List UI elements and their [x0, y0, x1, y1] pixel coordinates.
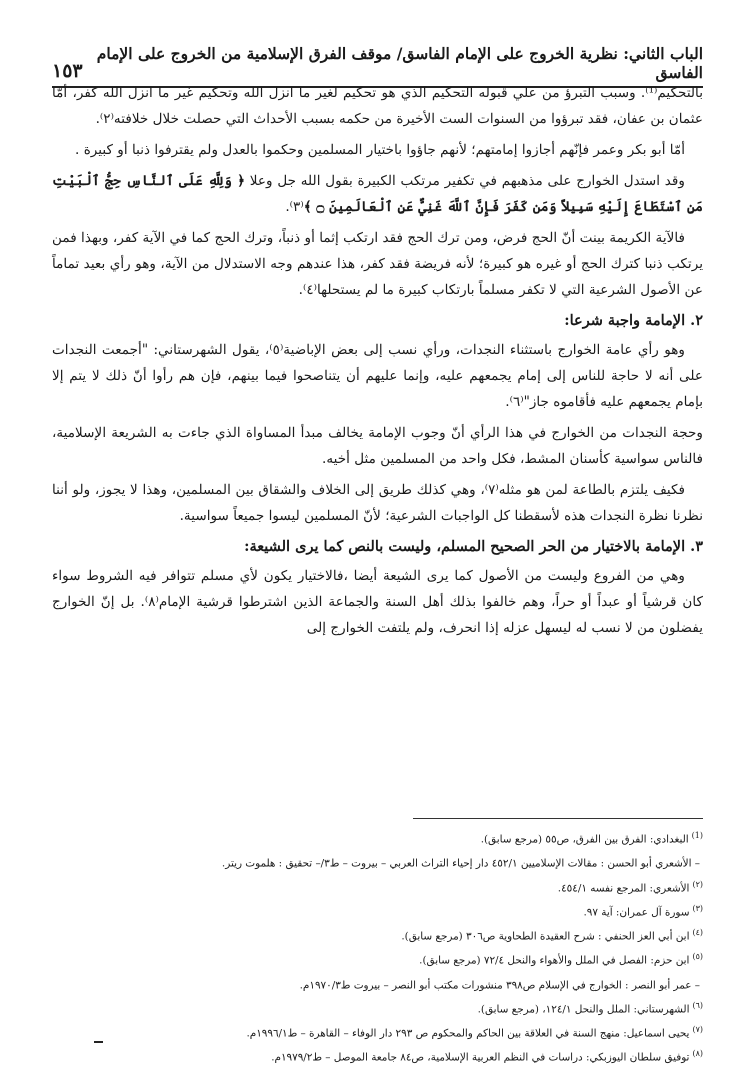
paragraph: وحجة النجدات من الخوارج في هذا الرأي أنّ وجوب الإمامة يخالف مبدأ المساواة الذي جاءت به الشريعة الإسلامية، فالناس سواسية كأسنان المشط، فكل واحد من المسلمين مثل أخيه. [52, 425, 703, 467]
footnote-text: – عمر أبو النصر : الخوارج في الإسلام ص٣٩٨ منشورات مكتب أبو النصر – بيروت ط١٩٧٠/٣م. [299, 979, 700, 992]
footnote [52, 972, 703, 996]
main-text [52, 80, 703, 646]
footnote-number: (٢) [692, 879, 703, 889]
footnote-text: يحيى اسماعيل: منهج السنة في العلاقة بين الحاكم والمحكوم ص ٢٩٣ دار الوفاء – القاهرة – ط١٩٩٦/١م. [246, 1027, 690, 1040]
footnote-text: سورة آل عمران: آية ٩٧. [583, 906, 690, 919]
footnote [52, 899, 703, 923]
margin-dash [94, 1041, 103, 1043]
paragraph: بالتحكيم⁽¹⁾. وسبب التبرؤ من علي قبوله التحكيم الذي هو تحكيم لغير ما انزل الله وتحكيم غير ما انزل الله كفر، أمّا عثمان بن عفان، فقد تبرؤوا من السنوات الست الأخيرة من حكمه بسبب الأحداث التي حصلت خلال خلافته⁽٢⁾. [52, 85, 703, 127]
footnotes [52, 826, 703, 1069]
paragraph: وهو رأي عامة الخوارج باستثناء النجدات، ورأي نسب إلى بعض الإباضية⁽٥⁾، يقول الشهرستاني: "أجمعت النجدات على أنه لا حاجة للناس إلى إمام يجمعهم عليه، وإنما عليهم أن يتناصحوا فيما بينهم، فإن هم رأوا أنّ ذلك لا يتم إلا بإمام يجمعهم عليه فأقاموه جاز"⁽٦⁾. [52, 342, 703, 410]
footnote-divider [413, 818, 703, 819]
section-heading: ٣. الإمامة بالاختيار من الحر الصحيح المسلم، وليست بالنص كما يرى الشيعة: [244, 538, 703, 555]
footnote-ref: ⁽٣⁾. [285, 199, 304, 215]
footnote [52, 923, 703, 947]
footnote [52, 1044, 703, 1068]
paragraph: فالآية الكريمة بينت أنّ الحج فرض، ومن ترك الحج فقد ارتكب إثما أو ذنباً، وترك الحج كما في الآية كفر، وبهذا فمن يرتكب ذنبا كترك الحج أو غيره هو كبيرة؛ لأنه فريضة فقد كفر، هذا عندهم وجه الاستدلال من الآية، وهو رأي بعيد تماماً عن الأصول الشرعية التي لا تكفر مسلماً بارتكاب كبيرة ما لم يستحلها⁽٤⁾. [52, 230, 703, 298]
footnote-text: ابن حزم: الفصل في الملل والأهواء والنحل ٧٢/٤ (مرجع سابق). [419, 954, 690, 967]
page-number: ١٥٣ [52, 60, 83, 82]
paragraph-with-verse [52, 168, 703, 220]
footnote-number: (٨) [692, 1049, 703, 1059]
footnote-text: البغدادي: الفرق بين الفرق، ص٥٥ (مرجع سابق). [480, 833, 689, 846]
footnote-number: (٥) [692, 952, 703, 962]
footnote-text: ابن أبي العز الحنفي : شرح العقيدة الطحاوية ص٣٠٦ (مرجع سابق). [401, 930, 690, 943]
footnote-number: (٦) [692, 1000, 703, 1010]
footnote-number: (٤) [692, 928, 703, 938]
footnote-text: الأشعري: المرجع نفسه ٤٥٤/١. [557, 882, 690, 894]
paragraph: فكيف يلتزم بالطاعة لمن هو مثله⁽٧⁾، وهي كذلك طريق إلى الخلاف والشقاق بين المسلمين، وهذا لا يجوز، ولو أننا نظرنا نظرة النجدات هذه لأسقطنا كل الواجبات الشرعية؛ لأنّ المسلمين ليسوا جميعاً سواسية. [52, 482, 703, 524]
footnote [52, 826, 703, 850]
footnote-text: – الأشعري أبو الحسن : مقالات الإسلاميين ٤٥٢/١ دار إحياء التراث العربي – بيروت – ط٣/– تحقيق : هلموت ريتر. [221, 857, 700, 870]
footnote-text: توفيق سلطان اليوزبكي: دراسات في النظم العربية الإسلامية، ص٨٤ جامعة الموصل – ط١٩٧٩/٢م. [271, 1051, 690, 1064]
footnote-number: (1) [691, 831, 703, 840]
footnote [52, 850, 703, 874]
quran-verse: ﴿ وَلِلَّهِ عَلَى ٱلنَّاسِ حِجُّ ٱلْبَيْتِ مَنِ ٱسْتَطَاعَ إِلَيْهِ سَبِيلاً وَمَن كَفَرَ فَإِنَّ ٱللَّهَ غَنِيٌّ عَنِ ٱلْعَالَمِينَ ۝ ﴾ [52, 173, 703, 215]
footnote [52, 1020, 703, 1044]
header-title: الباب الثاني: نظرية الخروج على الإمام الفاسق/ موقف الفرق الإسلامية من الخروج على الإمام الفاسق [96, 44, 703, 82]
footnote [52, 875, 703, 899]
footnote [52, 996, 703, 1020]
paragraph: وهي من الفروع وليست من الأصول كما يرى الشيعة أيضا ،فالاختيار يكون لأي مسلم تتوافر فيه الشروط سواء كان قرشياً أو عبداً أو حراً، وهم خالفوا بذلك أهل السنة والجماعة الذين اشترطوا قرشية الإمام⁽٨⁾. بل إنّ الخوارج يفضلون من لا نسب له ليسهل عزله إذا انحرف، ولم يلتفت الخوارج إلى [52, 568, 703, 636]
footnote-number: (٧) [692, 1025, 703, 1035]
footnote-number: (٣) [692, 903, 703, 913]
paragraph: أمّا أبو بكر وعمر فإنّهم أجازوا إمامتهم؛ لأنهم جاؤوا باختيار المسلمين وحكموا بالعدل ولم يقترفوا ذنبا أو كبيرة . [75, 142, 685, 158]
footnote [52, 947, 703, 971]
footnote-text: الشهرستاني: الملل والنحل ١٢٤/١، (مرجع سابق). [477, 1003, 690, 1016]
verse-intro: وقد استدل الخوارج على مذهبهم في تكفير مرتكب الكبيرة بقول الله جل وعلا [249, 173, 685, 189]
section-heading: ٢. الإمامة واجبة شرعا: [564, 312, 703, 329]
